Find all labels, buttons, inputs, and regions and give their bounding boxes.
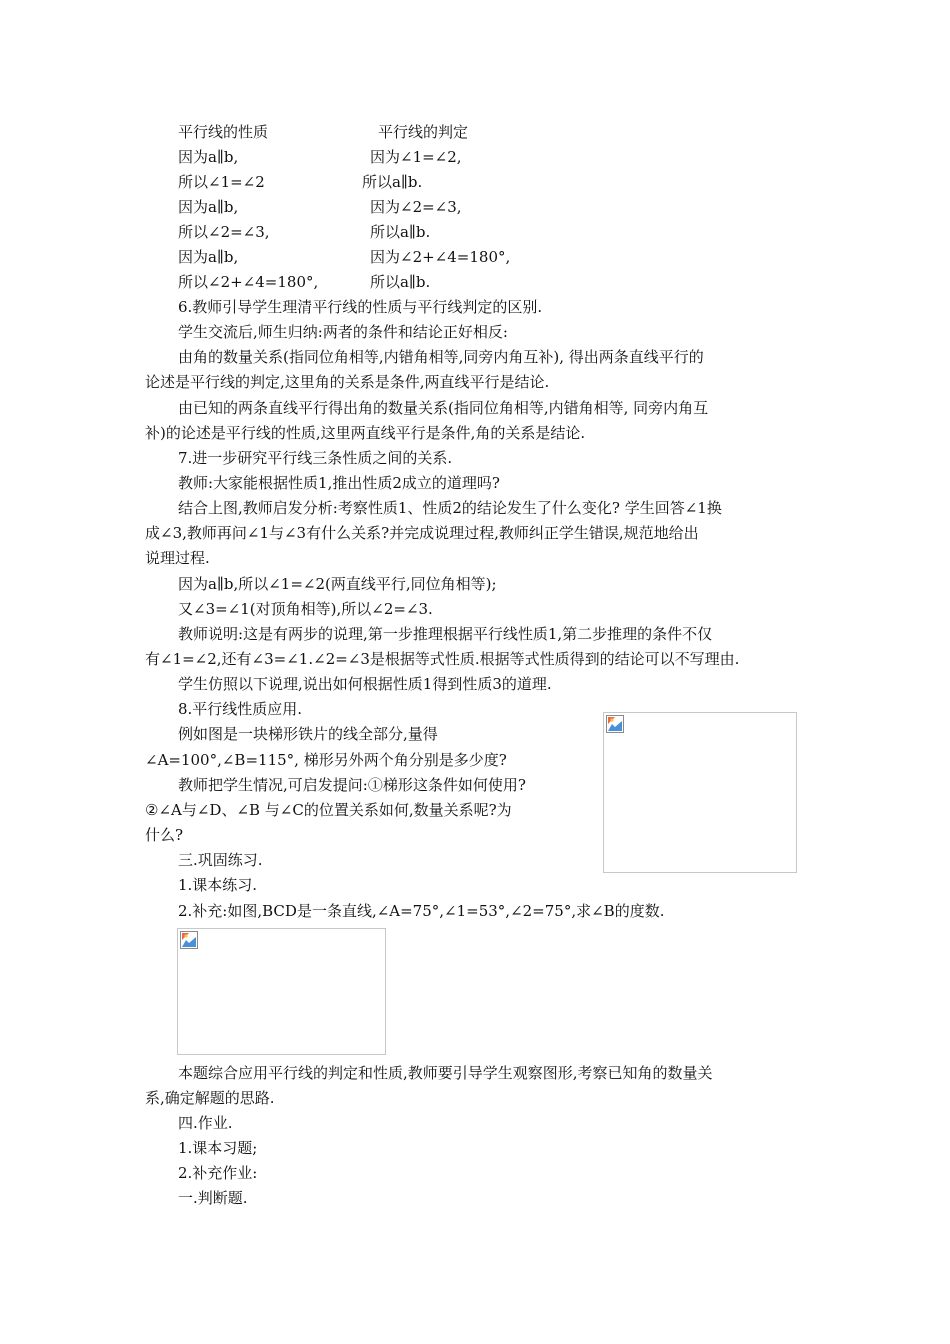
paragraph-line: 系,确定解题的思路. [145,1089,275,1107]
row-left: 所以∠2+∠4=180°, [178,273,319,291]
section-heading: 三.巩固练习. [178,851,263,869]
broken-image-icon [606,715,624,733]
header-properties: 平行线的性质 [178,123,269,141]
paragraph-line: 结合上图,教师启发分析:考察性质1、性质2的结论发生了什么变化? 学生回答∠1换 [178,499,722,517]
row-right: 所以a∥b. [370,223,431,241]
row-right: 因为∠1=∠2, [370,148,462,166]
row-left: 所以∠1=∠2 [178,173,265,191]
paragraph-line: 因为a∥b,所以∠1=∠2(两直线平行,同位角相等); [178,575,497,593]
row-left: 所以∠2=∠3, [178,223,270,241]
paragraph-line: ②∠A与∠D、∠B 与∠C的位置关系如何,数量关系呢?为 [145,801,512,819]
paragraph-line: 又∠3=∠1(对顶角相等),所以∠2=∠3. [178,600,433,618]
paragraph-line: 教师说明:这是有两步的说理,第一步推理根据平行线性质1,第二步推理的条件不仅 [178,625,713,643]
trapezoid-figure [603,712,797,873]
paragraph-line: ∠A=100°,∠B=115°, 梯形另外两个角分别是多少度? [145,751,507,769]
row-right: 因为∠2=∠3, [370,198,462,216]
paragraph-line: 例如图是一块梯形铁片的线全部分,量得 [178,725,438,743]
row-left: 因为a∥b, [178,198,239,216]
row-right: 所以a∥b. [362,173,423,191]
paragraph-line: 学生仿照以下说理,说出如何根据性质1得到性质3的道理. [178,675,552,693]
paragraph-line: 教师把学生情况,可启发提问:①梯形这条件如何使用? [178,776,526,794]
paragraph-line: 有∠1=∠2,还有∠3=∠1.∠2=∠3是根据等式性质.根据等式性质得到的结论可以不写理由. [145,650,740,668]
paragraph-line: 论述是平行线的判定,这里角的关系是条件,两直线平行是结论. [145,373,550,391]
paragraph-line: 说理过程. [145,549,210,567]
paragraph-line: 补)的论述是平行线的性质,这里两直线平行是条件,角的关系是结论. [145,424,586,442]
paragraph-line: 2.补充:如图,BCD是一条直线,∠A=75°,∠1=53°,∠2=75°,求∠B的度数. [178,902,665,920]
row-right: 因为∠2+∠4=180°, [370,248,511,266]
paragraph-line: 由角的数量关系(指同位角相等,内错角相等,同旁内角互补), 得出两条直线平行的 [178,348,704,366]
paragraph-line: 2.补充作业: [178,1164,258,1182]
paragraph-line: 什么? [145,826,184,844]
paragraph-line: 成∠3,教师再问∠1与∠3有什么关系?并完成说理过程,教师纠正学生错误,规范地给出 [145,524,699,542]
section-heading: 四.作业. [178,1114,233,1132]
section-heading: 6.教师引导学生理清平行线的性质与平行线判定的区别. [178,298,543,316]
paragraph-line: 学生交流后,师生归纳:两者的条件和结论正好相反: [178,323,508,341]
row-right: 所以a∥b. [370,273,431,291]
paragraph-line: 本题综合应用平行线的判定和性质,教师要引导学生观察图形,考察已知角的数量关 [178,1064,713,1082]
row-left: 因为a∥b, [178,148,239,166]
section-heading: 7.进一步研究平行线三条性质之间的关系. [178,449,453,467]
paragraph-line: 1.课本习题; [178,1139,258,1157]
paragraph-line: 教师:大家能根据性质1,推出性质2成立的道理吗? [178,474,500,492]
row-left: 因为a∥b, [178,248,239,266]
paragraph-line: 由已知的两条直线平行得出角的数量关系(指同位角相等,内错角相等, 同旁内角互 [178,399,709,417]
paragraph-line: 一.判断题. [178,1189,248,1207]
paragraph-line: 1.课本练习. [178,876,258,894]
header-criteria: 平行线的判定 [378,123,469,141]
section-heading: 8.平行线性质应用. [178,700,303,718]
line-bcd-figure [177,928,386,1055]
broken-image-icon [180,931,198,949]
